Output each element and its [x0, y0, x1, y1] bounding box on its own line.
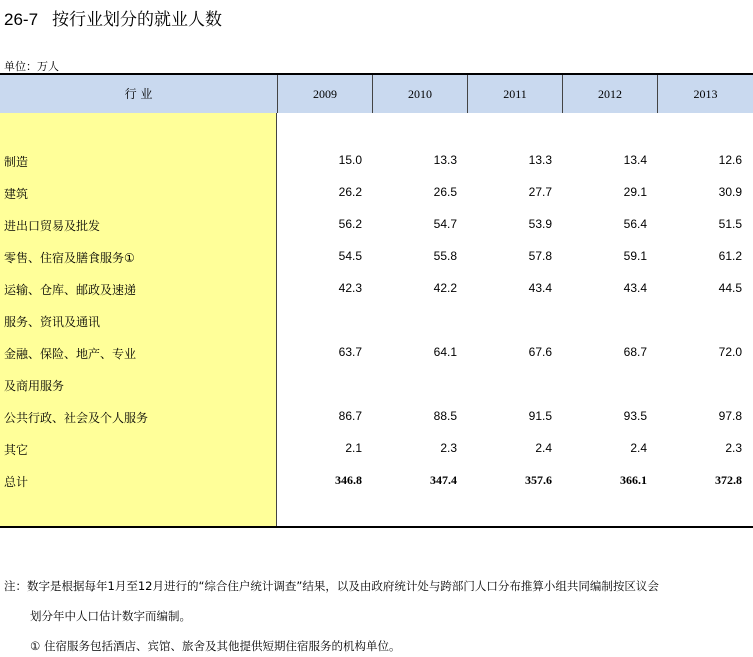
cell-value: 44.5 [718, 281, 742, 295]
cell-value: 347.4 [430, 473, 457, 487]
cell-value: 2.1 [345, 441, 362, 455]
cell-value: 56.2 [338, 217, 362, 231]
cell-value: 12.6 [718, 153, 742, 167]
cell-value: 13.3 [433, 153, 457, 167]
cell-value: 2.3 [725, 441, 742, 455]
header-year-2012: 2012 [563, 75, 658, 113]
cell-value: 67.6 [528, 345, 552, 359]
row-label: 公共行政、社会及个人服务 [4, 411, 149, 425]
cell-value: 86.7 [338, 409, 362, 423]
cell-value: 13.4 [623, 153, 647, 167]
cell-value: 72.0 [718, 345, 742, 359]
cell-value: 63.7 [338, 345, 362, 359]
row-label: 制造 [4, 155, 29, 169]
cell-value: 43.4 [528, 281, 552, 295]
table-bottom-rule [0, 526, 753, 528]
cell-value: 372.8 [715, 473, 742, 487]
footnote-line-3: ① 住宿服务包括酒店、宾馆、旅舍及其他提供短期住宿服务的机构单位。 [30, 639, 401, 653]
cell-value: 54.5 [338, 249, 362, 263]
cell-value: 68.7 [623, 345, 647, 359]
cell-value: 42.2 [433, 281, 457, 295]
cell-value: 93.5 [623, 409, 647, 423]
cell-value: 42.3 [338, 281, 362, 295]
cell-value: 51.5 [718, 217, 742, 231]
header-year-2011: 2011 [468, 75, 563, 113]
cell-value: 27.7 [528, 185, 552, 199]
table-header [0, 73, 753, 113]
cell-value: 91.5 [528, 409, 552, 423]
cell-value: 54.7 [433, 217, 457, 231]
header-year-2009: 2009 [278, 75, 373, 113]
cell-value: 53.9 [528, 217, 552, 231]
cell-value: 64.1 [433, 345, 457, 359]
cell-value: 26.5 [433, 185, 457, 199]
header-year-2013: 2013 [658, 75, 753, 113]
table-number: 26-7 [4, 10, 39, 29]
unit-label: 单位：万人 [4, 60, 59, 73]
header-industry: 行 业 [0, 75, 278, 113]
row-label: 服务、资讯及通讯 [4, 315, 101, 329]
cell-value: 59.1 [623, 249, 647, 263]
cell-value: 88.5 [433, 409, 457, 423]
cell-value: 43.4 [623, 281, 647, 295]
row-label: 进出口贸易及批发 [4, 219, 101, 233]
row-label: 零售、住宿及膳食服务① [4, 251, 135, 265]
cell-value: 366.1 [620, 473, 647, 487]
page-title [4, 5, 222, 30]
cell-value: 2.3 [440, 441, 457, 455]
cell-value: 346.8 [335, 473, 362, 487]
footnote-line-2: 划分年中人口估计数字而编制。 [30, 609, 191, 623]
header-year-2010: 2010 [373, 75, 468, 113]
cell-value: 15.0 [338, 153, 362, 167]
row-label: 建筑 [4, 187, 29, 201]
cell-value: 61.2 [718, 249, 742, 263]
row-label: 总计 [4, 475, 29, 489]
cell-value: 55.8 [433, 249, 457, 263]
footnote-line-1: 注：数字是根据每年1月至12月进行的“综合住户统计调查”结果，以及由政府统计处与跨部门人口分布推算小组共同编制按区议会 [4, 579, 659, 593]
cell-value: 13.3 [528, 153, 552, 167]
cell-value: 29.1 [623, 185, 647, 199]
cell-value: 97.8 [718, 409, 742, 423]
cell-value: 56.4 [623, 217, 647, 231]
row-label: 运输、仓库、邮政及速递 [4, 283, 137, 297]
row-label: 其它 [4, 443, 29, 457]
row-label: 及商用服务 [4, 379, 65, 393]
cell-value: 357.6 [525, 473, 552, 487]
cell-value: 26.2 [338, 185, 362, 199]
cell-value: 2.4 [535, 441, 552, 455]
cell-value: 2.4 [630, 441, 647, 455]
table-title: 按行业划分的就业人数 [52, 10, 223, 30]
cell-value: 30.9 [718, 185, 742, 199]
row-label: 金融、保险、地产、专业 [4, 347, 137, 361]
cell-value: 57.8 [528, 249, 552, 263]
